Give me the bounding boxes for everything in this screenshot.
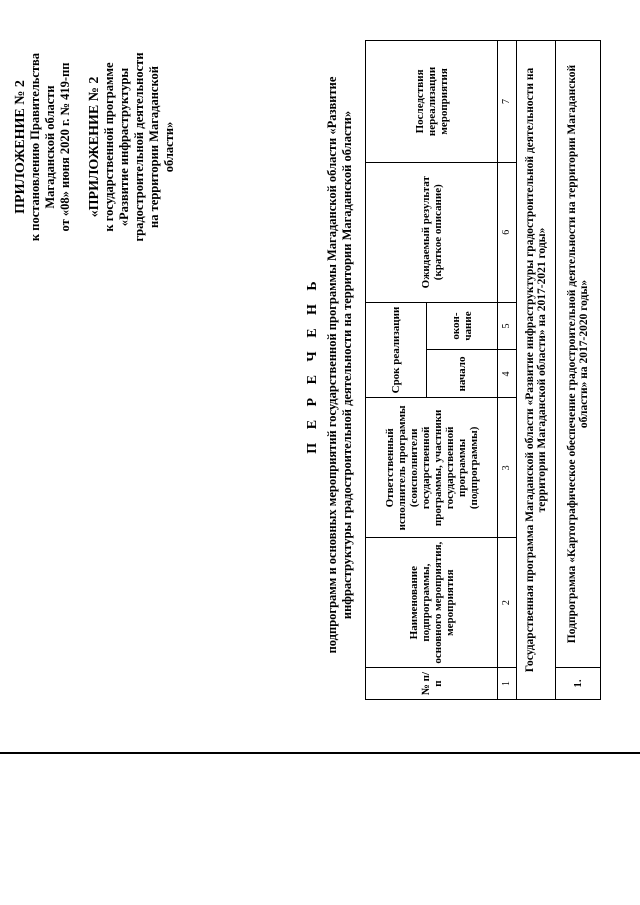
table-row [556,41,601,700]
header-name: Наименование подпрограммы, основного мероприятия, мероприятия [366,538,498,668]
column-number: 4 [498,350,517,398]
state-program-row: Государственная программа Магаданской области «Развитие инфраструктуры градостроительной деятельности на территории Магаданской области» на 2017-2021 годы» [517,41,556,700]
column-number: 1 [498,668,517,700]
header-end: окон-чание [427,302,498,350]
appendix-line: области» [162,121,176,173]
appendix-block [13,22,177,272]
column-number: 7 [498,41,517,163]
appendix-line: к постановлению Правительства [28,52,42,242]
document-title [305,20,355,710]
appendix-line: «Развитие инфраструктуры [117,67,131,227]
header-term: Срок реализации [366,302,427,398]
table-row [517,41,556,700]
title-sub-line: инфраструктуры градостроительной деятельности на территории Магаданской области» [340,110,354,620]
appendix-line: Магаданской области [43,85,57,209]
appendix-line: на территории Магаданской [147,66,161,228]
appendix-title: ПРИЛОЖЕНИЕ № 2 [13,80,28,214]
header-result: Ожидаемый результат (краткое описание) [366,162,498,302]
column-number: 6 [498,162,517,302]
column-number: 2 [498,538,517,668]
column-number: 3 [498,398,517,538]
column-numbers-row [498,41,517,700]
measures-table [365,40,601,700]
header-start: начало [427,350,498,398]
row-number: 1. [556,668,601,700]
appendix-line: от «08» июня 2020 г. № 419-пп [58,62,72,232]
header-consequences: Последствия нереализации мероприятия [366,41,498,163]
header-executor: Ответственный исполнитель программы (соисполнители государственной программы, участники государственной программы (подпрограммы) [366,398,498,538]
subprogram-row: Подпрограмма «Картографическое обеспечение градостроительной деятельности на территории Магаданской области» на 2017-2020 годы» [556,41,601,668]
appendix-subtitle: «ПРИЛОЖЕНИЕ № 2 [87,76,102,218]
rotated-document-page [5,0,625,740]
header-num: № п/п [366,668,498,700]
title-main: П Е Р Е Ч Е Н Ь [305,276,320,454]
appendix-line: градостроительной деятельности [132,52,146,242]
appendix-line: к государственной программе [102,62,116,232]
title-sub-line: подпрограмм и основных мероприятий государственной программы Магаданской области «Развитие [325,76,339,654]
scan-separator-line [0,752,640,754]
column-number: 5 [498,302,517,350]
